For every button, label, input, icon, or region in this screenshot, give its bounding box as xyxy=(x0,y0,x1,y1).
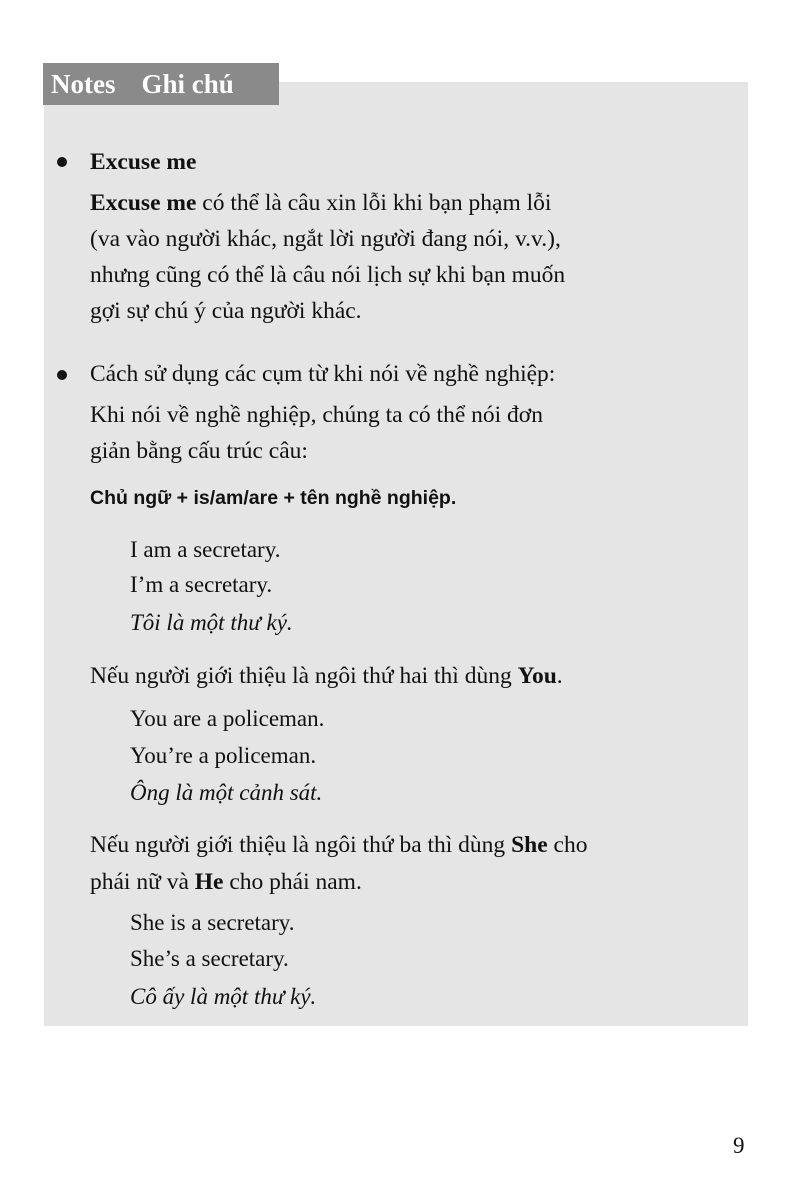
example-first-person-2: I’m a secretary. xyxy=(130,572,273,597)
rule-third-person-2-pre: phái nữ và xyxy=(90,869,195,895)
rule-third-person-2 xyxy=(90,868,362,896)
example-third-person-2: She’s a secretary. xyxy=(130,946,289,971)
notes-header-en: Notes xyxy=(51,69,116,99)
rule-third-person-1 xyxy=(90,831,587,859)
rule-second-person xyxy=(90,662,563,690)
translation-first-person: Tôi là một thư ký. xyxy=(130,610,293,635)
notes-header-vi: Ghi chú xyxy=(141,69,234,99)
note-1-line-1 xyxy=(90,189,551,217)
note-2-title: Cách sử dụng các cụm từ khi nói về nghề nghiệp: xyxy=(90,361,556,387)
note-1-title: Excuse me xyxy=(90,149,197,175)
rule-third-person-he: He xyxy=(194,869,224,895)
note-1-line-1-text: có thể là câu xin lỗi khi bạn phạm lỗi xyxy=(196,190,552,216)
note-1-line-2: (va vào người khác, ngắt lời người đang nói, v.v.), xyxy=(90,226,561,252)
rule-second-person-word: You xyxy=(517,663,557,689)
bullet-note-1 xyxy=(57,157,67,167)
example-first-person-1: I am a secretary. xyxy=(130,537,281,562)
example-second-person-1: You are a policeman. xyxy=(130,706,325,731)
note-1-line-3: nhưng cũng có thể là câu nói lịch sự khi bạn muốn xyxy=(90,262,566,288)
page-number: 9 xyxy=(733,1133,745,1158)
note-2-intro-2: giản bằng cấu trúc câu: xyxy=(90,438,308,464)
rule-third-person-she: She xyxy=(511,832,548,858)
note-2-intro-1: Khi nói về nghề nghiệp, chúng ta có thể nói đơn xyxy=(90,402,543,428)
translation-third-person: Cô ấy là một thư ký. xyxy=(130,984,317,1009)
example-second-person-2: You’re a policeman. xyxy=(130,743,317,768)
rule-second-person-post: . xyxy=(556,663,563,689)
rule-third-person-2-post: cho phái nam. xyxy=(223,869,362,895)
note-1-line-4: gợi sự chú ý của người khác. xyxy=(90,298,362,324)
sentence-structure: Chủ ngữ + is/am/are + tên nghề nghiệp. xyxy=(90,487,457,509)
rule-third-person-pre: Nếu người giới thiệu là ngôi thứ ba thì dùng xyxy=(90,832,512,858)
rule-third-person-mid: cho xyxy=(547,832,588,858)
note-1-term: Excuse me xyxy=(90,190,197,216)
notes-header-tab xyxy=(43,63,279,105)
bullet-note-2 xyxy=(57,370,67,380)
translation-second-person: Ông là một cảnh sát. xyxy=(130,780,323,805)
rule-second-person-pre: Nếu người giới thiệu là ngôi thứ hai thì dùng xyxy=(90,663,518,689)
example-third-person-1: She is a secretary. xyxy=(130,910,295,935)
